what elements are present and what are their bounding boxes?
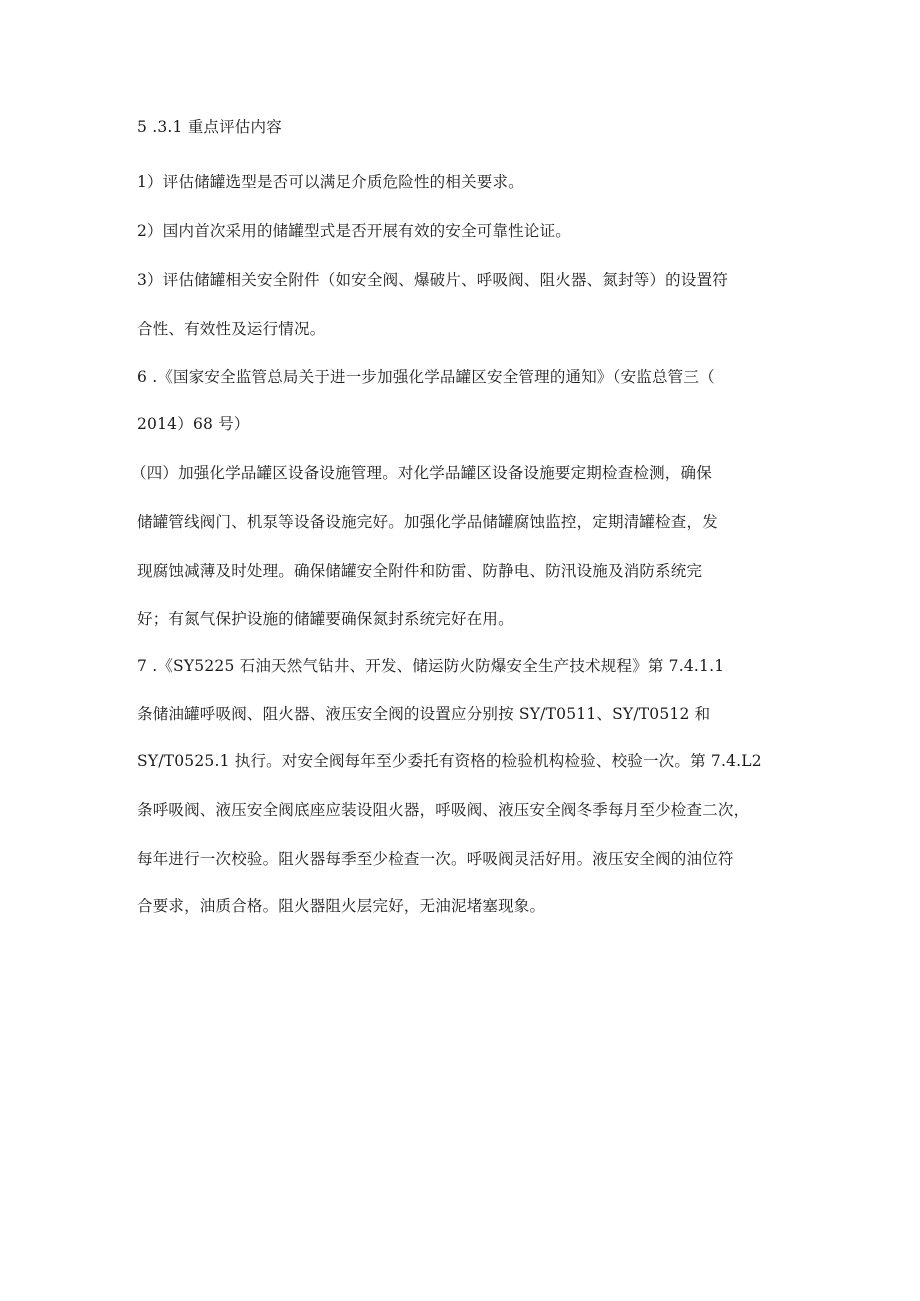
text-line: 3）评估储罐相关安全附件（如安全阀、爆破片、呼吸阀、阻火器、氮封等）的设置符 xyxy=(137,271,728,289)
text-line: 现腐蚀减薄及时处理。确保储罐安全附件和防雷、防静电、防汛设施及消防系统完 xyxy=(137,562,703,580)
text-line: 条储油罐呼吸阀、阻火器、液压安全阀的设置应分别按 SY/T0511、SY/T0512 和 xyxy=(137,705,711,723)
text-line: 2）国内首次采用的储罐型式是否开展有效的安全可靠性论证。 xyxy=(137,222,571,240)
text-line: 条呼吸阀、液压安全阀底座应装设阻火器，呼吸阀、液压安全阀冬季每月至少检查二次， xyxy=(137,801,750,819)
text-line: 7 .《SY5225 石油天然气钻井、开发、储运防火防爆安全生产技术规程》第 7.4.1.1 xyxy=(137,657,725,675)
section-heading: 5 .3.1 重点评估内容 xyxy=(137,118,282,136)
text-line: 合要求，油质合格。阻火器阻火层完好，无油泥堵塞现象。 xyxy=(137,897,546,915)
text-line: 2014）68 号） xyxy=(137,415,250,433)
text-line: （四）加强化学品罐区设备设施管理。对化学品罐区设备设施要定期检查检测，确保 xyxy=(131,464,712,482)
text-line: 每年进行一次校验。阻火器每季至少检查一次。呼吸阀灵活好用。液压安全阀的油位符 xyxy=(137,850,734,868)
text-line: 储罐管线阀门、机泵等设备设施完好。加强化学品储罐腐蚀监控，定期清罐检查，发 xyxy=(137,513,718,531)
text-line: 1）评估储罐选型是否可以满足介质危险性的相关要求。 xyxy=(137,173,524,191)
text-line: SY/T0525.1 执行。对安全阀每年至少委托有资格的检验机构检验、校验一次。第 7.4.L2 xyxy=(137,752,762,770)
text-line: 好；有氮气保护设施的储罐要确保氮封系统完好在用。 xyxy=(137,610,514,628)
text-line: 6 .《国家安全监管总局关于进一步加强化学品罐区安全管理的通知》（安监总管三（ xyxy=(137,368,715,386)
text-line: 合性、有效性及运行情况。 xyxy=(137,320,326,338)
